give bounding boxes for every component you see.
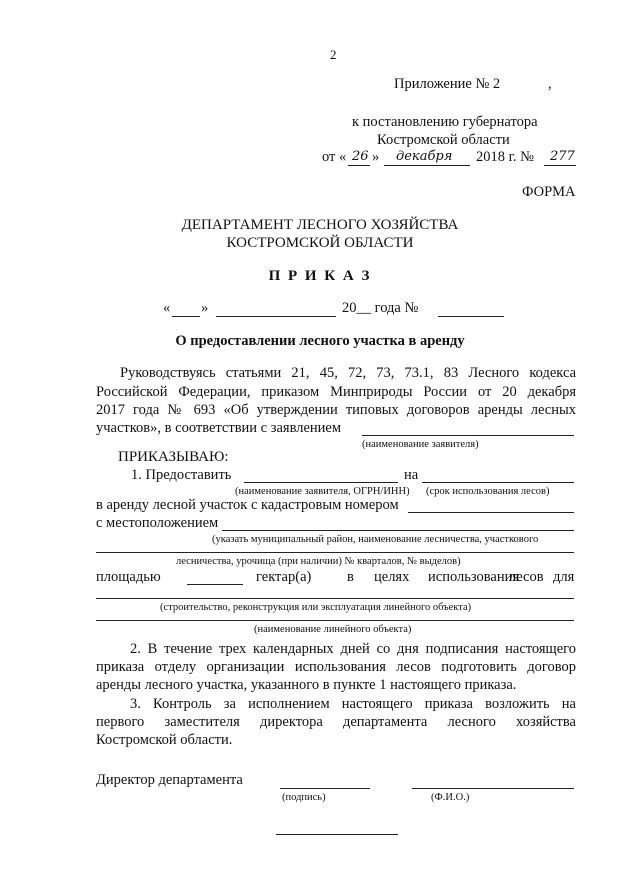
date-close-quote: » (201, 300, 209, 316)
signature-name-line (412, 788, 574, 789)
hint-purpose: (строительство, реконструкция или эксплуатация линейного объекта) (160, 602, 472, 613)
header-year: 2018 г. № (476, 149, 535, 165)
date-month-line (216, 316, 336, 317)
date-open-quote: « (163, 300, 171, 316)
date-day-line (172, 316, 200, 317)
order-subject: О предоставлении лесного участка в аренду (175, 333, 465, 349)
date-year: 20__ года № (342, 300, 419, 316)
area-word7: для (553, 569, 575, 585)
department-line1: ДЕПАРТАМЕНТ ЛЕСНОГО ХОЗЯЙСТВА (181, 217, 459, 233)
signature-sign-line (280, 788, 370, 789)
hint-object: (наименование линейного объекта) (254, 624, 412, 635)
para2-line2: приказа отделу организации использования лесов подготовить договор (96, 659, 576, 675)
item1-provide: 1. Предоставить (131, 467, 232, 483)
signature-role: Директор департамента (96, 772, 243, 788)
para2-line1: 2. В течение трех календарных дней со дня подписания настоящего (130, 641, 576, 657)
appendix-comma: , (548, 76, 552, 92)
purpose-line (96, 598, 574, 599)
hint-location1: (указать муниципальный район, наименование лесничества, участкового (212, 534, 539, 545)
hint-term: (срок использования лесов) (426, 486, 550, 497)
location-line (222, 530, 574, 531)
hint-location2: лесничества, урочища (при наличии) № кварталов, № выделов) (176, 556, 461, 567)
header-line1: к постановлению губернатора (352, 114, 538, 130)
area-word5: использования (428, 569, 520, 585)
cadastral-line (408, 512, 574, 513)
date-number-line (438, 316, 504, 317)
para3-line2: первого заместителя директора департамента лесного хозяйства (96, 714, 576, 730)
para3-line1: 3. Контроль за исполнением настоящего приказа возложить на (130, 696, 576, 712)
area-word1: площадью (96, 569, 161, 585)
forma-label: ФОРМА (522, 184, 576, 200)
area-value-line (187, 584, 243, 585)
area-word3: в (347, 569, 354, 585)
item1-applicant-line (244, 482, 398, 483)
hint-applicant: (наименование заявителя) (362, 439, 479, 450)
hint-applicant-ogrn: (наименование заявителя, ОГРН/ИНН) (235, 486, 410, 497)
header-day-line (348, 165, 370, 166)
header-date-prefix: от « (322, 149, 347, 165)
bottom-separator (276, 834, 398, 835)
para1-line1: Руководствуясь статьями 21, 45, 72, 73, 73.1, 83 Лесного кодекса (120, 365, 576, 381)
para3-line3: Костромской области. (96, 732, 233, 748)
department-line2: КОСТРОМСКОЙ ОБЛАСТИ (226, 235, 414, 251)
item1-location: с местоположением (96, 515, 219, 531)
prikazyvayu-label: ПРИКАЗЫВАЮ: (118, 449, 229, 465)
location-line2 (96, 552, 574, 553)
area-word4: целях (374, 569, 410, 585)
object-line (96, 620, 574, 621)
header-date-mid: » (372, 149, 380, 165)
header-month-line (384, 165, 470, 166)
prikaz-title: П Р И К А З (268, 268, 372, 284)
header-line2: Костромской области (377, 132, 510, 148)
area-word6: лесов (509, 569, 544, 585)
para1-line2: Российской Федерации, приказом Минприроды России от 20 декабря (96, 384, 576, 400)
page-number: 2 (330, 47, 337, 62)
appendix-label: Приложение № 2 (394, 76, 501, 92)
item1-term-line (422, 482, 574, 483)
para2-line3: аренды лесного участка, указанного в пункте 1 настоящего приказа. (96, 677, 517, 693)
para1-line3: 2017 года № 693 «Об утверждении типовых договоров аренды лесных (96, 402, 576, 418)
hint-sign: (подпись) (282, 792, 326, 803)
applicant-line (362, 435, 574, 436)
para1-line4: участков», в соответствии с заявлением (96, 420, 342, 436)
item1-cadastral: в аренду лесной участок с кадастровым номером (96, 497, 399, 513)
item1-na: на (404, 467, 419, 483)
area-word2: гектар(а) (256, 569, 312, 585)
header-number-line (544, 165, 576, 166)
hint-name: (Ф.И.О.) (431, 792, 470, 803)
header-day: 26 (352, 149, 369, 164)
header-month: декабря (396, 149, 453, 164)
header-number: 277 (550, 149, 575, 164)
